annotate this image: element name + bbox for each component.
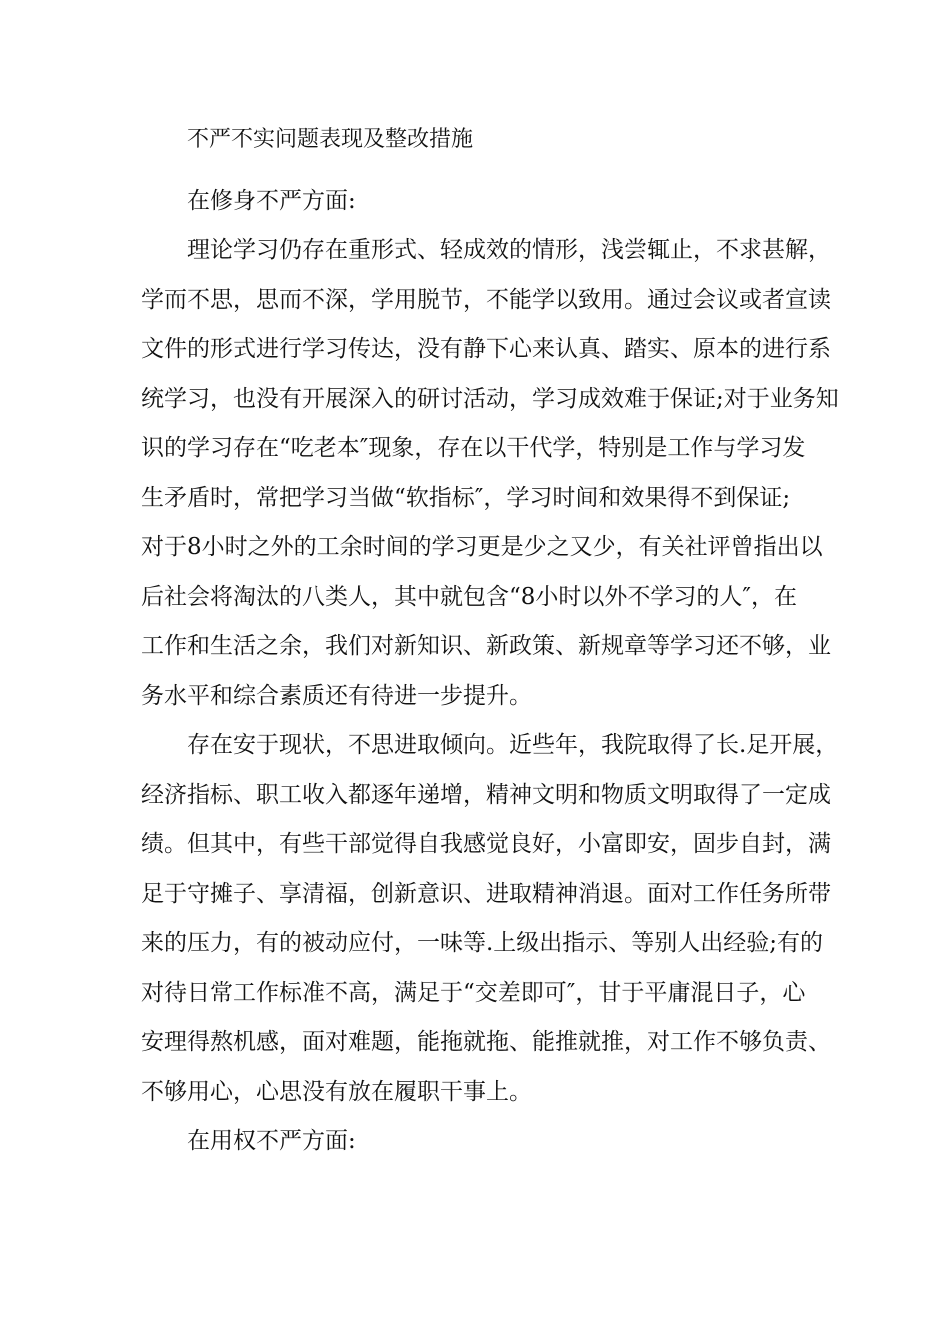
paragraph-line: 后社会将淘汰的八类人，其中就包含“8小时以外不学习的人″，在 [141, 584, 797, 610]
paragraph-line: 不够用心，心思没有放在履职干事上。 [141, 1079, 532, 1105]
paragraph-line: 理论学习仍存在重形式、轻成效的情形，浅尝辄止，不求甚解， [187, 237, 831, 263]
paragraph-line: 统学习，也没有开展深入的研讨活动，学习成效难于保证;对于业务知 [141, 386, 839, 412]
paragraph-line: 文件的形式进行学习传达，没有静下心来认真、踏实、原本的进行系 [141, 336, 831, 362]
paragraph-line: 足于守摊子、享清福，创新意识、进取精神消退。面对工作任务所带 [141, 881, 831, 907]
paragraph-line: 工作和生活之余，我们对新知识、新政策、新规章等学习还不够，业 [141, 633, 831, 659]
paragraph-line: 识的学习存在“吃老本″现象，存在以干代学，特别是工作与学习发 [141, 435, 806, 461]
paragraph-line: 安理得熬机感，面对难题，能拖就拖、能推就推，对工作不够负责、 [141, 1029, 831, 1055]
paragraph-line: 来的压力，有的被动应付，一味等.上级出指示、等别人出经验;有的 [141, 930, 824, 956]
paragraph-line: 生矛盾时，常把学习当做“软指标″，学习时间和效果得不到保证; [141, 485, 791, 511]
paragraph-line: 存在安于现状，不思进取倾向。近些年，我院取得了长.足开展， [187, 732, 839, 758]
document-title: 不严不实问题表现及整改措施 [187, 127, 474, 152]
section-heading: 在用权不严方面: [187, 1128, 356, 1154]
paragraph-line: 务水平和综合素质还有待进一步提升。 [141, 683, 532, 709]
section-heading: 在修身不严方面: [187, 188, 356, 214]
paragraph-line: 对待日常工作标准不高，满足于“交差即可″，甘于平庸混日子，心 [141, 980, 806, 1006]
paragraph-line: 绩。但其中，有些干部觉得自我感觉良好，小富即安，固步自封，满 [141, 831, 831, 857]
paragraph-line: 学而不思，思而不深，学用脱节，不能学以致用。通过会议或者宣读 [141, 287, 831, 313]
paragraph-line: 对于8小时之外的工余时间的学习更是少之又少，有关社评曾指出以 [141, 534, 823, 560]
paragraph-line: 经济指标、职工收入都逐年递增，精神文明和物质文明取得了一定成 [141, 782, 831, 808]
